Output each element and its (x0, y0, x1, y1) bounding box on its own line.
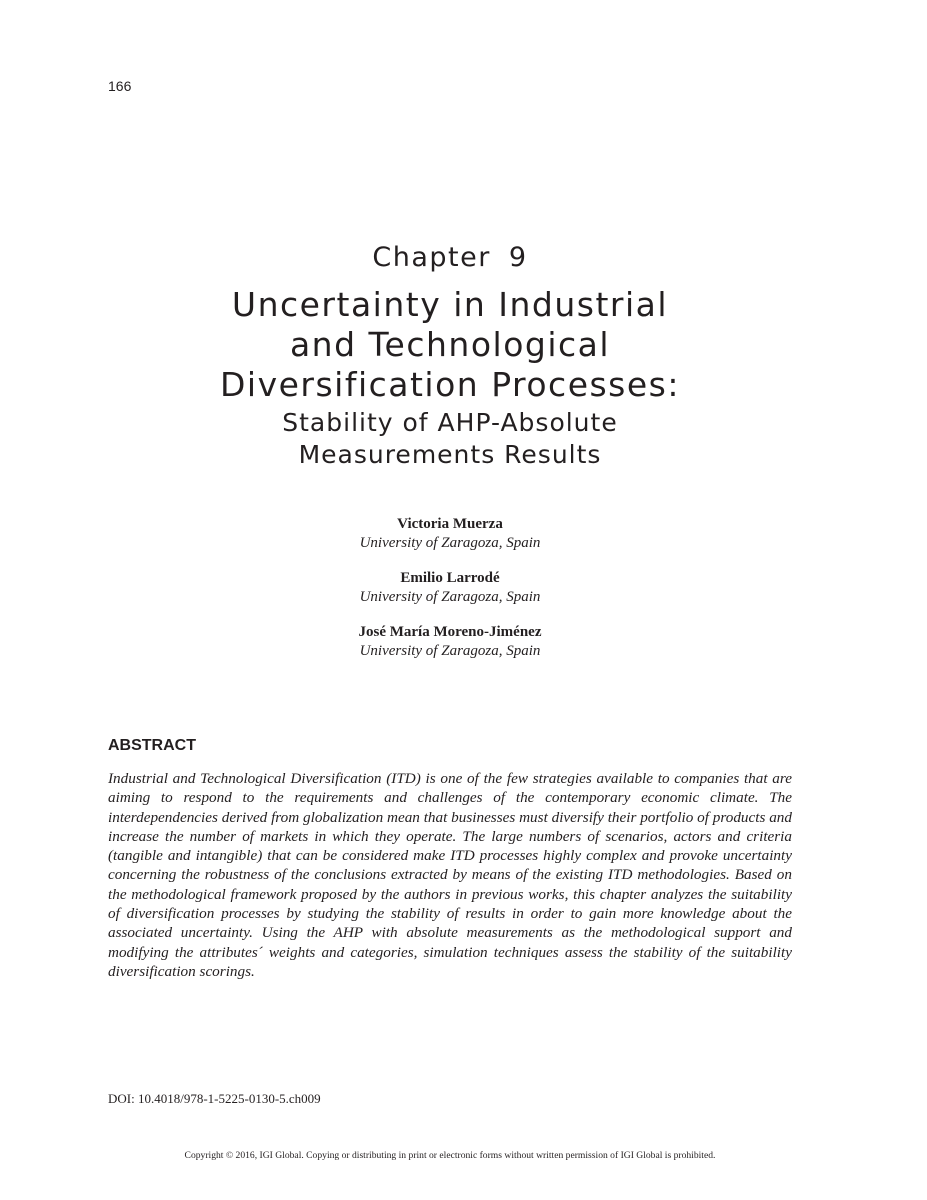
chapter-title-line: Diversification Processes: (220, 365, 680, 404)
page-number: 166 (108, 78, 132, 94)
chapter-title-line: Uncertainty in Industrial (231, 285, 669, 324)
chapter-subtitle-line: Measurements Results (298, 440, 602, 469)
copyright-notice: Copyright © 2016, IGI Global. Copying or distributing in print or electronic forms without written permission of IGI Global is prohibited. (184, 1150, 716, 1161)
chapter-label: Chapter 9 (372, 242, 528, 273)
abstract-body: Industrial and Technological Diversification (ITD) is one of the few strategies available to companies that are aiming to respond to the requirements and challenges of the contemporary economic climate. The interdependencies derived from globalization mean that businesses must diversify their portfolio of products and increase the number of markets in which they operate. The large numbers of scenarios, actors and criteria (tangible and intangible) that can be considered make ITD processes highly complex and provoke uncertainty concerning the robustness of the conclusions extracted by means of the existing ITD methodologies. Based on the methodological framework proposed by the authors in previous works, this chapter analyzes the suitability of diversification processes by studying the stability of results in order to gain more knowledge about the associated uncertainty. Using the AHP with absolute measurements as the methodological support and modifying the attributes´ weights and categories, simulation techniques assess the stability of the suitability diversification scorings. (108, 770, 792, 980)
author-list (200, 514, 700, 676)
chapter-title-line: and Technological (289, 325, 611, 364)
author-entry (200, 568, 700, 606)
author-name: Victoria Muerza (397, 516, 503, 532)
author-name: José María Moreno-Jiménez (358, 624, 542, 640)
title-block (100, 238, 800, 471)
doi: DOI: 10.4018/978-1-5225-0130-5.ch009 (108, 1091, 321, 1106)
chapter-subtitle (100, 407, 800, 471)
chapter-subtitle-line: Stability of AHP-Absolute (282, 408, 618, 437)
author-affiliation: University of Zaragoza, Spain (359, 589, 541, 605)
author-affiliation: University of Zaragoza, Spain (359, 643, 541, 659)
abstract-heading: ABSTRACT (108, 737, 196, 754)
author-affiliation: University of Zaragoza, Spain (359, 535, 541, 551)
author-entry (200, 514, 700, 552)
author-entry (200, 622, 700, 660)
author-name: Emilio Larrodé (400, 570, 500, 586)
chapter-title (100, 285, 800, 405)
